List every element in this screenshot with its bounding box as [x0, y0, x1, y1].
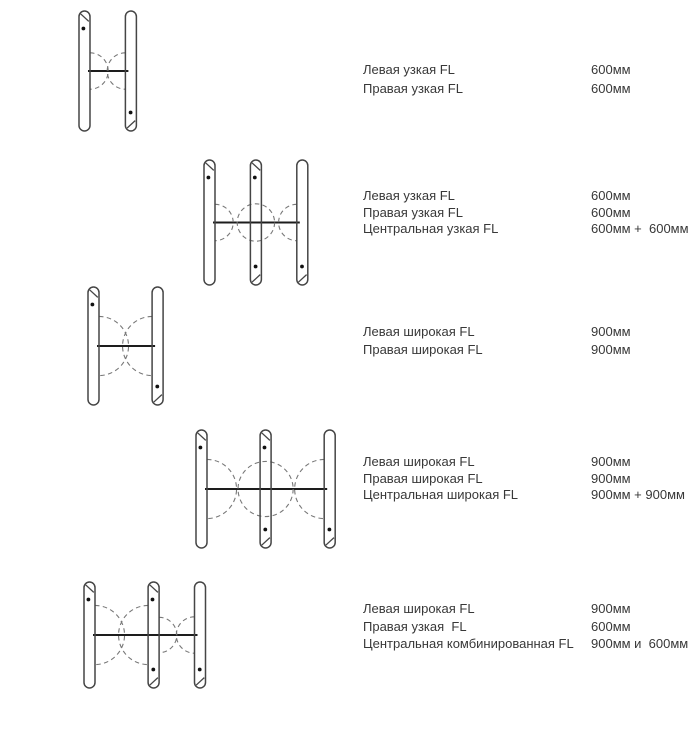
config-label: Левая узкая FL	[363, 62, 455, 77]
reader-dot	[151, 668, 155, 672]
config-value: 600мм	[591, 618, 631, 634]
config-labels-column	[363, 600, 574, 653]
reader-dot	[198, 668, 202, 672]
config-value: 900мм	[591, 601, 631, 616]
config-value: 900мм	[591, 454, 631, 469]
gate-diagram	[78, 576, 212, 694]
config-value: 900мм	[591, 470, 631, 486]
config-label: Левая широкая FL	[363, 454, 475, 469]
config-label: Левая узкая FL	[363, 188, 455, 203]
config-label: Центральная комбинированная FL	[363, 636, 574, 651]
config-value: 600мм	[591, 81, 631, 96]
config-value: 900мм и 600мм	[591, 636, 689, 651]
pivot-flag-icon	[150, 585, 158, 593]
pivot-flag-icon	[150, 678, 158, 686]
config-label: Левая широкая FL	[363, 324, 475, 339]
config-value: 600мм	[591, 188, 631, 203]
config-value: 600мм	[591, 62, 631, 77]
config-label: Правая широкая FL	[363, 341, 483, 357]
config-value: 600мм + 600мм	[591, 221, 689, 236]
config-label: Правая узкая FL	[363, 618, 467, 634]
config-label: Левая широкая FL	[363, 601, 475, 616]
config-value: 600мм	[591, 204, 631, 220]
config-label: Правая узкая FL	[363, 204, 463, 220]
reader-dot	[151, 598, 155, 602]
config-label: Правая широкая FL	[363, 470, 483, 486]
config-values-column	[591, 600, 688, 653]
config-label: Центральная широкая FL	[363, 487, 519, 502]
reader-dot	[87, 598, 91, 602]
pivot-flag-icon	[196, 678, 204, 686]
config-value: 900мм + 900мм	[591, 487, 685, 502]
config-value: 900мм	[591, 341, 631, 357]
config-label: Центральная узкая FL	[363, 221, 499, 236]
pivot-flag-icon	[86, 585, 94, 593]
config-label: Правая узкая FL	[363, 81, 463, 96]
config-value: 900мм	[591, 324, 631, 339]
